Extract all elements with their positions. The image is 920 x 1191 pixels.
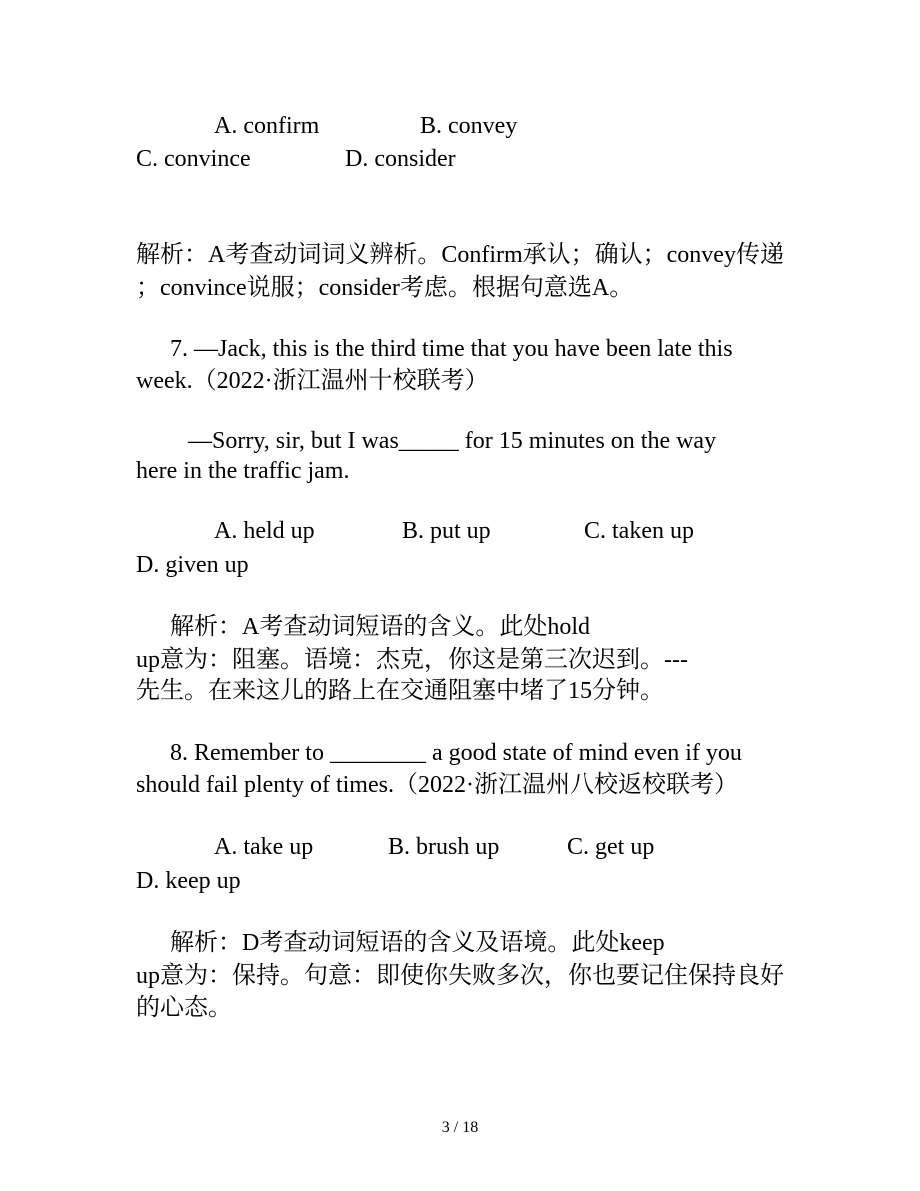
q6-option-c: C. convince xyxy=(136,146,251,172)
q7-stem-line-1: 7. —Jack, this is the third time that you have been late this xyxy=(170,336,733,362)
q7-reply-line-1: —Sorry, sir, but I was_____ for 15 minutes on the way xyxy=(188,428,717,454)
q8-option-b: B. brush up xyxy=(388,834,500,860)
page-number: 3 / 18 xyxy=(441,1119,479,1136)
q6-option-a: A. confirm xyxy=(214,113,320,139)
q7-analysis-line-1: 解析：A考查动词短语的含义。此处hold xyxy=(170,614,590,640)
q7-option-b: B. put up xyxy=(402,518,491,544)
q8-stem-line-2: should fail plenty of times.（2022·浙江温州八校返校联考） xyxy=(136,772,738,798)
q6-option-b: B. convey xyxy=(420,113,518,139)
q8-analysis-line-1: 解析：D考查动词短语的含义及语境。此处keep xyxy=(170,930,665,956)
q8-analysis-line-2: up意为：保持。句意：即使你失败多次，你也要记住保持良好 xyxy=(136,963,784,989)
q7-analysis-line-2: up意为：阻塞。语境：杰克，你这是第三次迟到。--- xyxy=(136,647,688,673)
q7-stem-line-2: week.（2022·浙江温州十校联考） xyxy=(136,368,489,394)
q6-analysis-line-2: ；convince说服；consider考虑。根据句意选A。 xyxy=(136,275,634,301)
q7-option-d: D. given up xyxy=(136,552,249,578)
q7-option-c: C. taken up xyxy=(584,518,694,544)
q7-analysis-line-3: 先生。在来这儿的路上在交通阻塞中堵了15分钟。 xyxy=(136,678,664,704)
q8-stem-line-1: 8. Remember to ________ a good state of mind even if you xyxy=(170,740,742,766)
q8-option-a: A. take up xyxy=(214,834,314,860)
q8-analysis-line-3: 的心态。 xyxy=(136,995,232,1021)
q6-option-d: D. consider xyxy=(345,146,456,172)
q7-option-a: A. held up xyxy=(214,518,315,544)
q8-option-d: D. keep up xyxy=(136,868,241,894)
q8-option-c: C. get up xyxy=(567,834,655,860)
q6-analysis-line-1: 解析：A考查动词词义辨析。Confirm承认；确认；convey传递 xyxy=(136,242,784,268)
q7-reply-line-2: here in the traffic jam. xyxy=(136,458,350,484)
